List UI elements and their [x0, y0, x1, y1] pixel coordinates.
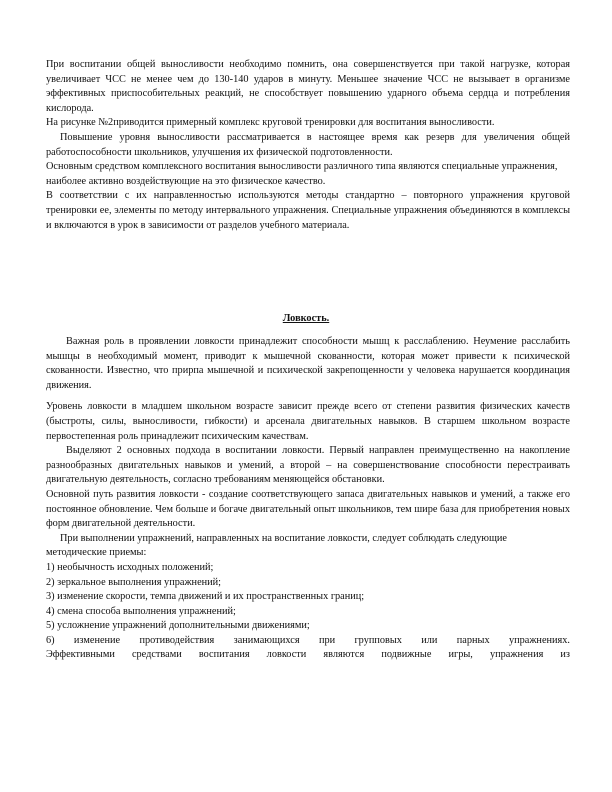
- paragraph-effective-means: Эффективными средствами воспитания ловкости являются подвижные игры, упражнения из: [46, 649, 570, 661]
- paragraph-methods: В соответствии с их направленностью используются методы стандартно – повторного упражнения круговой тренировки ее, элементы по методу интервального упражнения. Специальные упражнения объединяются в комплексы и включаются в урок в зависимости от разделов учебного материала.: [46, 190, 570, 231]
- paragraph-endurance-reserve: Повышение уровня выносливости рассматривается в настоящее время как резерв для увеличения общей работоспособности школьников, улучшения их физической подготовленности.: [46, 131, 570, 158]
- paragraph-two-approaches: Выделяют 2 основных подхода в воспитании ловкости. Первый направлен преимущественно на накопление разнообразных двигательных навыков и умений, а второй – на совершенствование способности перестраивать двигательную деятельность, согласно требованиям меняющейся обстановки.: [46, 445, 570, 486]
- paragraph-figure-reference: На рисунке №2приводится примерный комплекс круговой тренировки для воспитания выносливости.: [46, 117, 495, 129]
- section-body: [46, 335, 570, 663]
- list-item-last: 6) изменение противодействия занимающихся при групповых или парных упражнениях.: [46, 634, 570, 646]
- list-item: 1) необычность исходных положений;: [46, 561, 214, 573]
- paragraph-heart-rate: При воспитании общей выносливости необходимо помнить, она совершенствуется при такой нагрузке, которая увеличивает ЧСС не менее чем до 130-140 ударов в минуту. Меньшее значение ЧСС не вызывает в организме эффективных приспособительных реакций, не способствует повышению ударного объема сердца и потребления кислорода.: [46, 59, 570, 114]
- section-title: Ловкость.: [282, 313, 330, 324]
- paragraph-age-level: Уровень ловкости в младшем школьном возрасте зависит прежде всего от степени развития физических качеств (быстроты, силы, выносливости, гибкости) и арсенала двигательных навыков. В старшем школьном возрасте первостепенная роль принадлежит психическим качествам.: [46, 401, 570, 442]
- list-item: 3) изменение скорости, темпа движений и их пространственных границ;: [46, 591, 365, 603]
- paragraph-methodical-intro: При выполнении упражнений, направленных на воспитание ловкости, следует соблюдать следующие методические приемы:: [46, 532, 507, 559]
- list-item: 4) смена способа выполнения упражнений;: [46, 605, 236, 617]
- paragraph-main-means: Основным средством комплексного воспитания выносливости различного типа являются специальные упражнения, наиболее активно воздействующие на это физическое качество.: [46, 161, 558, 187]
- methods-list: [46, 561, 570, 634]
- list-item: 5) усложнение упражнений дополнительными движениями;: [46, 620, 310, 632]
- paragraph-main-path: Основной путь развития ловкости - создание соответствующего запаса двигательных навыков и умений, а также его постоянное обновление. Чем больше и богаче двигательный опыт школьников, тем шире база для приобретения новых форм двигательной деятельности.: [46, 488, 570, 530]
- top-section: [46, 58, 570, 233]
- paragraph-relaxation: Важная роль в проявлении ловкости принадлежит способности мышц к расслаблению. Неумение расслабить мышцы в необходимый момент, приводит к мышечной скованности, которая может привести к психической скованности. Известно, что прирпа мышечной и психической закрепощенности у человека нарушается координация движения.: [46, 336, 570, 391]
- list-item: 2) зеркальное выполнения упражнений;: [46, 576, 222, 588]
